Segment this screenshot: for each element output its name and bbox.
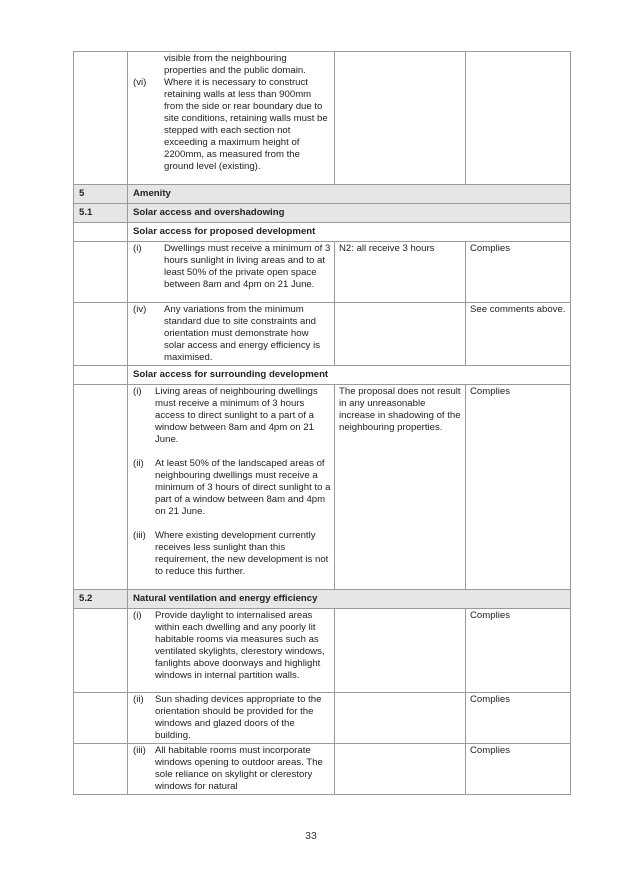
control-cell	[128, 744, 335, 795]
control-text: Any variations from the minimum standard due to site constraints and orientation must demonstrate how solar access and energy efficiency is maximised.	[164, 304, 321, 363]
page-number: 33	[305, 830, 317, 842]
section-title: Amenity	[128, 185, 571, 204]
control-text: visible from the neighbouring properties and the public domain.	[164, 53, 306, 76]
section-number-cell	[74, 52, 128, 185]
subsection-header-row	[74, 223, 571, 242]
section-number-cell	[74, 303, 128, 366]
item-label: (iv)	[133, 304, 147, 315]
compliance-cell	[466, 52, 571, 185]
proposal-cell	[335, 693, 466, 744]
table-row	[74, 303, 571, 366]
item-label: (i)	[133, 386, 142, 397]
control-text: Provide daylight to internalised areas within each dwelling and any poorly lit habitable rooms via measures such as ventilated skylights, clerestory windows, fanlights above doorways and highlight windows in internal partition walls.	[155, 610, 325, 681]
section-number-cell	[74, 693, 128, 744]
subsection-title: Solar access for proposed development	[128, 223, 571, 242]
control-cell	[128, 52, 335, 185]
section-number: 5.1	[74, 204, 128, 223]
section-header-row	[74, 590, 571, 609]
subsection-header-row	[74, 366, 571, 385]
table-row	[74, 609, 571, 693]
compliance-cell: Complies	[466, 385, 571, 590]
compliance-cell: See comments above.	[466, 303, 571, 366]
table-row	[74, 242, 571, 303]
proposal-cell	[335, 303, 466, 366]
table-row	[74, 52, 571, 185]
section-number-cell	[74, 609, 128, 693]
proposal-cell	[335, 609, 466, 693]
item-label: (iii)	[133, 530, 146, 541]
section-title: Natural ventilation and energy efficiency	[128, 590, 571, 609]
section-number-cell	[74, 242, 128, 303]
proposal-cell	[335, 744, 466, 795]
control-cell	[128, 693, 335, 744]
control-cell	[128, 242, 335, 303]
section-number-cell	[74, 744, 128, 795]
section-title: Solar access and overshadowing	[128, 204, 571, 223]
section-number-cell	[74, 385, 128, 590]
control-text: Where existing development currently receives less sunlight than this requirement, the new development is not to reduce this further.	[155, 530, 329, 577]
table-row	[74, 693, 571, 744]
compliance-cell: Complies	[466, 744, 571, 795]
section-header-row	[74, 185, 571, 204]
compliance-cell: Complies	[466, 242, 571, 303]
control-cell	[128, 609, 335, 693]
subsection-title: Solar access for surrounding development	[128, 366, 571, 385]
item-label: (i)	[133, 243, 142, 254]
section-number-cell	[74, 366, 128, 385]
item-label: (ii)	[133, 458, 144, 469]
control-text: Dwellings must receive a minimum of 3 hours sunlight in living areas and to at least 50% of the private open space between 8am and 4pm on 21 June.	[164, 243, 331, 290]
compliance-cell: Complies	[466, 693, 571, 744]
item-label: (iii)	[133, 745, 146, 756]
control-text: Living areas of neighbouring dwellings must receive a minimum of 3 hours access to direct sunlight to a part of a window between 8am and 4pm on 21 June.	[155, 386, 318, 445]
item-label: (i)	[133, 610, 142, 621]
section-number-cell	[74, 223, 128, 242]
table-row	[74, 744, 571, 795]
control-text: All habitable rooms must incorporate windows opening to outdoor areas. The sole reliance on skylight or clerestory windows for natural	[155, 745, 323, 792]
control-cell	[128, 385, 335, 590]
section-number: 5	[74, 185, 128, 204]
proposal-cell: N2: all receive 3 hours	[335, 242, 466, 303]
compliance-table	[73, 51, 571, 795]
item-label: (ii)	[133, 694, 144, 705]
proposal-cell	[335, 52, 466, 185]
proposal-cell: The proposal does not result in any unreasonable increase in shadowing of the neighbouring properties.	[335, 385, 466, 590]
compliance-cell: Complies	[466, 609, 571, 693]
table-row	[74, 385, 571, 590]
control-text: Where it is necessary to construct retaining walls at less than 900mm from the side or rear boundary due to site conditions, retaining walls must be stepped with each section not exceeding a maximum height of 2200mm, as measured from the ground level (existing).	[164, 77, 328, 172]
item-label: (vi)	[133, 77, 147, 88]
control-text: At least 50% of the landscaped areas of neighbouring dwellings must receive a minimum of 3 hours of direct sunlight to a part of a window between 8am and 4pm on 21 June.	[155, 458, 331, 517]
section-header-row	[74, 204, 571, 223]
control-text: Sun shading devices appropriate to the orientation should be provided for the windows and glazed doors of the building.	[155, 694, 322, 741]
section-number: 5.2	[74, 590, 128, 609]
control-cell	[128, 303, 335, 366]
